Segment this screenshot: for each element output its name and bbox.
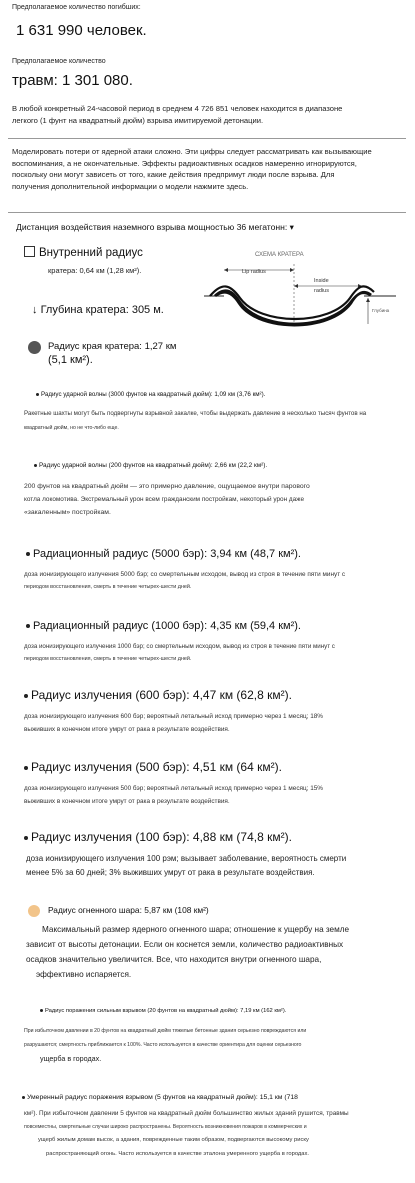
ring-description-line: 200 фунтов на квадратный дюйм — это примерно давление, ощущаемое внутри парового (24, 483, 310, 490)
bullet-icon (22, 1096, 25, 1099)
ring-title (24, 760, 282, 774)
bullet-icon (34, 464, 37, 467)
population-note-line: легкого (1 фунт на квадратный дюйм) взрыва имитируемой детонации. (12, 116, 264, 125)
modeling-note-line: Моделировать потери от ядерной атаки сложно. Эти цифры следует рассматривать как вызывающие (12, 147, 372, 156)
ring-description (24, 408, 366, 434)
ring-description-line: ущерба в городах. (40, 1054, 102, 1063)
ring-description-line: эффективно испаряется. (36, 970, 132, 979)
ring-description-line: км²). При избыточном давлении 5 фунтов на квадратный дюйм большинство жилых зданий рушится, травмы (24, 1110, 349, 1117)
ring-title (26, 620, 301, 632)
lip-radius-area: (5,1 км²). (48, 354, 93, 366)
crater-depth (32, 304, 164, 316)
ring-description-line: выживших в конечном итоге умрут от рака в результате воздействия. (24, 726, 230, 733)
ring-title (40, 1008, 286, 1014)
fireball-circle (28, 904, 40, 922)
ring-description (24, 568, 345, 594)
ring-title-text: Радиационный радиус (1000 бэр): 4,35 км (59,4 км²). (33, 620, 301, 632)
checkbox-icon[interactable] (24, 246, 35, 257)
ring-description (24, 1107, 349, 1161)
inside-radius-label: radius (314, 288, 329, 294)
ring-description-line: выживших в конечном итоге умрут от рака в результате воздействия. (24, 798, 230, 805)
bullet-icon (24, 694, 28, 698)
modeling-note-link[interactable]: получения дополнительной информации о модели нажмите здесь. (12, 181, 249, 191)
ring-title (24, 688, 292, 702)
ring-description-line: периодом восстановления, смерть в течение четырех-шести дней. (24, 584, 192, 590)
chevron-down-icon[interactable]: ▾ (289, 222, 294, 232)
population-note (12, 103, 342, 127)
arrow-up-icon (366, 298, 370, 302)
ring-description-line: менее 5% за 60 дней; 3% выживших умрут от рака в результате воздействия. (26, 868, 315, 877)
fatalities-value: 1 631 990 человек. (16, 22, 147, 39)
bullet-icon (26, 552, 30, 556)
ring-title-text: Радиус излучения (600 бэр): 4,47 км (62,8 км²). (31, 688, 292, 702)
ring-description (26, 922, 349, 982)
modeling-note (12, 146, 372, 192)
ring-description (24, 782, 323, 808)
ring-description-line: доза ионизирующего излучения 100 рэм; вызывает заболевание, вероятность смерти (26, 854, 347, 863)
depth-label: Глубина (372, 308, 390, 313)
ring-title (26, 548, 301, 560)
injuries-label: Предполагаемое количество (12, 58, 106, 65)
ring-description-line: осадков значительно увеличится. Все, что находится внутри огненного шара, (26, 955, 322, 964)
ring-title-text: Радиус излучения (500 бэр): 4,51 км (64 км²). (31, 760, 282, 774)
injuries-value: травм: 1 301 080. (12, 72, 133, 89)
divider (8, 212, 406, 213)
ring-title (36, 391, 265, 398)
ring-description-line: доза ионизирующего излучения 5000 бэр; со смертельным исходом, вывод из строя в течение пяти минут с (24, 571, 346, 578)
ring-description (24, 480, 310, 519)
ring-description-line: Максимальный размер ядерного огненного шара; отношение к ущербу на земле (42, 925, 350, 934)
arrow-left-icon (224, 268, 228, 272)
ring-description (24, 640, 335, 666)
ring-title-text: Радиационный радиус (5000 бэр): 3,94 км (48,7 км²). (33, 548, 301, 560)
ring-description (24, 710, 323, 736)
fatalities-label: Предполагаемое количество погибших: (12, 4, 141, 11)
ring-description-line: При избыточном давлении в 20 фунтов на квадратный дюйм тяжелые бетонные здания серьезно повреждаются или (24, 1028, 307, 1034)
ring-description-line: периодом восстановления, смерть в течение четырех-шести дней. (24, 656, 192, 662)
distances-heading[interactable] (16, 222, 294, 233)
ring-title (24, 830, 292, 844)
population-note-line: В любой конкретный 24-часовой период в среднем 4 726 851 человек находится в диапазоне (12, 104, 343, 113)
bullet-icon (24, 766, 28, 770)
arrow-down-icon: ↓ (32, 304, 41, 316)
ring-description (26, 852, 346, 880)
bullet-icon (26, 624, 30, 628)
ring-title-text: Радиус излучения (100 бэр): 4,88 км (74,8 км²). (31, 830, 292, 844)
bullet-icon (36, 393, 39, 396)
ring-description (24, 1024, 306, 1066)
inner-radius-label: Внутренний радиус (39, 247, 143, 259)
inner-radius-title (24, 246, 143, 259)
modeling-note-line: воспоминания, а не окончательные. Эффекты радиоактивных осадков намеренно игнорируются, (12, 158, 357, 168)
ring-description-line: распространяющий огонь. Часто используется в качестве эталона умеренного ущерба в городах. (46, 1150, 310, 1157)
lip-radius-title: Радиус края кратера: 1,27 км (48, 341, 177, 352)
ring-title-text: Радиус ударной волны (3000 фунтов на квадратный дюйм): 1,09 км (3,76 км²). (41, 391, 266, 398)
bullet-icon (40, 1009, 43, 1012)
ring-description-line: доза ионизирующего излучения 600 бэр; вероятный летальный исход примерно через 1 месяц; 18% (24, 713, 323, 720)
ring-description-line: котла локомотива. Экстремальный урон всем гражданским постройкам, некоторый урон даже (24, 496, 305, 503)
ring-title (34, 462, 267, 469)
ring-description-line: Ракетные шахты могут быть подвергнуты взрывной закалке, чтобы выдержать давление в несколько тысяч фунтов на (24, 410, 367, 417)
inside-radius-label: Inside (314, 278, 329, 284)
modeling-note-line: поскольку они могут зависеть от того, какие действия предпримут люди после взрыва. Для (12, 170, 335, 179)
ring-description-line: квадратный дюйм, но не что-либо еще. (24, 425, 119, 431)
ring-title-text: Умеренный радиус поражения взрывом (5 фунтов на квадратный дюйм): 15,1 км (718 (27, 1094, 298, 1101)
bullet-icon (24, 836, 28, 840)
ring-description-line: доза ионизирующего излучения 500 бэр; вероятный летальный исход примерно через 1 месяц; 15% (24, 785, 323, 792)
ring-description-line: зависит от высоты детонации. Если он коснется земли, количество радиоактивных (26, 940, 344, 949)
ring-title-text: Радиус поражения сильным взрывом (20 фунтов на квадратный дюйм): 7,19 км (162 км²). (45, 1008, 287, 1014)
ring-description-line: доза ионизирующего излучения 1000 бэр; со смертельным исходом, вывод из строя в течение пяти минут с (24, 643, 335, 650)
crater-depth-text: Глубина кратера: 305 м. (40, 304, 164, 316)
ring-title-text: Радиус ударной волны (200 фунтов на квадратный дюйм): 2,66 км (22,2 км²). (39, 462, 268, 469)
ring-description-line: разрушаются; смертность приближается к 100%. Часто используется в качестве ориентира для оценки серьезного (24, 1042, 302, 1048)
arrow-right-icon (290, 268, 294, 272)
distances-heading-text: Дистанция воздействия наземного взрыва мощностью 36 мегатонн: (16, 222, 288, 232)
inner-radius-value: кратера: 0,64 км (1,28 км²). (48, 266, 142, 275)
ring-title (22, 1094, 298, 1101)
lip-radius-circle (28, 341, 41, 359)
ring-description-line: «закаленным» постройкам. (24, 509, 111, 516)
crater-diagram (200, 246, 400, 336)
divider (8, 138, 406, 139)
lip-radius-label: Lip radius (242, 269, 266, 275)
ring-description-line: повсеместны, смертельные случаи широко распространены. Вероятность возникновения пожаров в коммерческих и (24, 1123, 307, 1130)
ring-description-line: ущерб жилым домам высок, а здания, поврежденные таким образом, подвергаются высокому риску (38, 1137, 309, 1143)
arrow-left-icon (294, 284, 298, 288)
ring-title: Радиус огненного шара: 5,87 км (108 км²) (48, 905, 209, 915)
crater-diagram-title: СХЕМА КРАТЕРА (255, 252, 304, 258)
